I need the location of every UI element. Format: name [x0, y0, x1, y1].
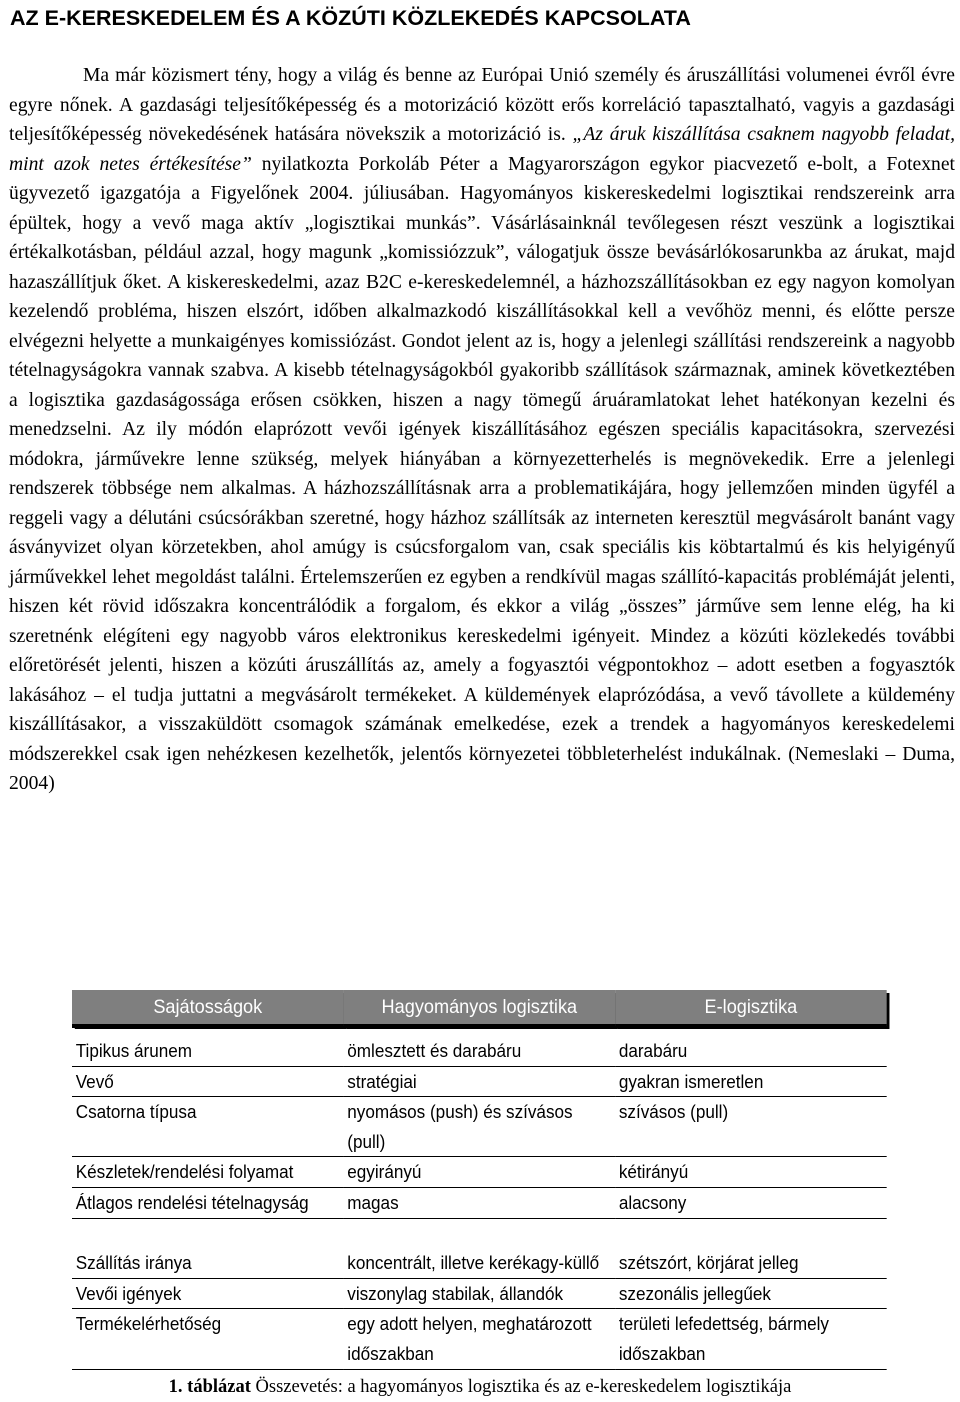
table-cell: Tipikus árunem [72, 1036, 344, 1066]
comparison-table [72, 990, 887, 1370]
table-cell: magas [344, 1187, 616, 1218]
table-row [72, 1036, 887, 1066]
table-cell: Szállítás iránya [72, 1248, 344, 1278]
caption-label: 1. táblázat [168, 1377, 251, 1397]
table-cell: stratégiai [344, 1066, 616, 1097]
table-cell: gyakran ismeretlen [615, 1066, 887, 1097]
table-cell: Készletek/rendelési folyamat [72, 1157, 344, 1188]
table-cell: nyomásos (push) és szívásos (pull) [344, 1097, 616, 1157]
table-cell: ömlesztett és darabáru [344, 1036, 616, 1066]
table-cell: egy adott helyen, meghatározott időszakban [344, 1309, 616, 1369]
body-paragraph [9, 61, 955, 799]
table-header-row [72, 990, 887, 1026]
table-row [72, 1157, 887, 1188]
paragraph-quote: „Az áruk kiszállítása csaknem nagyobb feladat, mint azok netes értékesítése” [9, 124, 955, 175]
table-row [72, 1278, 887, 1309]
header-cell-traditional: Hagyományos logisztika [344, 990, 616, 1026]
table-row [72, 1097, 887, 1157]
header-cell-e-logistics: E-logisztika [615, 990, 887, 1026]
table-cell: darabáru [615, 1036, 887, 1066]
table-cell: Vevői igények [72, 1278, 344, 1309]
table-cell: szívásos (pull) [615, 1097, 887, 1157]
table-cell: Termékelérhetőség [72, 1309, 344, 1369]
table-cell: viszonylag stabilak, állandók [344, 1278, 616, 1309]
table-cell: Átlagos rendelési tételnagyság [72, 1187, 344, 1218]
table-cell: egyirányú [344, 1157, 616, 1188]
table-cell: szétszórt, körjárat jelleg [615, 1248, 887, 1278]
table-cell: Vevő [72, 1066, 344, 1097]
table-row [72, 1187, 887, 1218]
table-row [72, 1066, 887, 1097]
page-title: AZ E-KERESKEDELEM ÉS A KÖZÚTI KÖZLEKEDÉS KAPCSOLATA [10, 6, 691, 30]
table-cell: kétirányú [615, 1157, 887, 1188]
table-cell: koncentrált, illetve kerékagy-küllő [344, 1248, 616, 1278]
table-caption [10, 1375, 950, 1399]
table-row [72, 1248, 887, 1278]
table-cell: területi lefedettség, bármely időszakban [615, 1309, 887, 1369]
comparison-table-wrapper [72, 990, 888, 1370]
table-cell: szezonális jellegűek [615, 1278, 887, 1309]
caption-text: Összevetés: a hagyományos logisztika és az e-kereskedelem logisztikája [250, 1377, 792, 1397]
header-cell-characteristics: Sajátosságok [72, 990, 344, 1026]
table-cell: Csatorna típusa [72, 1097, 344, 1157]
paragraph-main: nyilatkozta Porkoláb Péter a Magyarországon egykor piacvezető e-bolt, a Fotexnet ügyvezető igazgatója a Figyelőnek 2004. júliusában. Hagyományos kiskereskedelmi logisztikai rendszereink arra épültek, hogy a vevő maga aktív „logisztikai munkás”. Vásárlásainknál tevőlegesen részt veszünk a logisztikai értékalkotásban, például azzal, hogy magunk „komissiózzuk”, válogatjuk össze bevásárlókosarunkba az árukat, majd hazaszállítjuk őket. A kiskereskedelmi, azaz B2C e-kereskedelemnél, a házhozszállításokban ez egy nagyon komolyan kezelendő probléma, hiszen elszórt, időben alkalmazkodó kiszállításokkal kell a vevőhöz menni, és előtte persze elvégezni helyette a munkaigényes komissiózást. Gondot jelent az is, hogy a jelenlegi szállítási rendszereink a nagyobb tételnagyságokra vannak szabva. A kisebb tételnagyságokból gyakoribb szállítások származnak, aminek következtében a logisztika gazdaságossága erősen csökken, hiszen a nagy tömegű áruáramlatokat lehet hatékonyan kezelni és menedzselni. Az ily módón elaprózott vevői igények kiszállításához egészen speciális kapacitásokra, szervezési módokra, járművekre lenne szükség, melyek hiányában a környezetterhelés is megnövekedik. Erre a jelenlegi rendszerek többsége nem alkalmas. A házhozszállításnak arra a problematikájára, hogy jellemzően minden ügyfél a reggeli vagy a délutáni csúcsórákban szeretné, hogy házhoz szállítsák az interneten keresztül megvásárolt banánt vagy ásványvizet olyan körzetekben, ahol amúgy is csúcsforgalom van, csak speciális kis köbtartalmú és kis helyigényű járművekkel lehet megoldást találni. Értelemszerűen ez egyben a rendkívül magas szállító-kapacitás problémáját jelenti, hiszen két rövid időszakra koncentrálódik a forgalom, és ekkor a világ „összes” járműve sem lenne elég, ha ki szeretnénk elégíteni egy nagyobb város elektronikus kereskedelmi igényeit. Mindez a közúti közlekedés további előretörését jelenti, hiszen a közúti áruszállítás az, amely a fogyasztói végpontokhoz – adott esetben a fogyasztók lakásához – el tudja juttatni a megvásárolt termékeket. A küldemények elaprózódása, a vevő távollete a küldemény kiszállításakor, a visszaküldött csomagok számának emelkedése, ezek a trendek a hagyományos kereskedelemi módszerekkel csak igen nehézkesen kezelhetők, jelentős környezetei többleterhelést indukálnak. (Nemeslaki – Duma, 2004) [9, 153, 955, 794]
table-row [72, 1309, 887, 1369]
paragraph-intro: Ma már közismert tény, hogy a világ és benne az Európai Unió személy és áruszállítási volumenei évről évre egyre nőnek. A gazdasági teljesítőképesség és a motorizáció között erős korreláció tapasztalható, vagyis a gazdasági teljesítőképesség növekedésének hatására növekszik a motorizáció is. [9, 65, 955, 145]
table-cell: alacsony [615, 1187, 887, 1218]
